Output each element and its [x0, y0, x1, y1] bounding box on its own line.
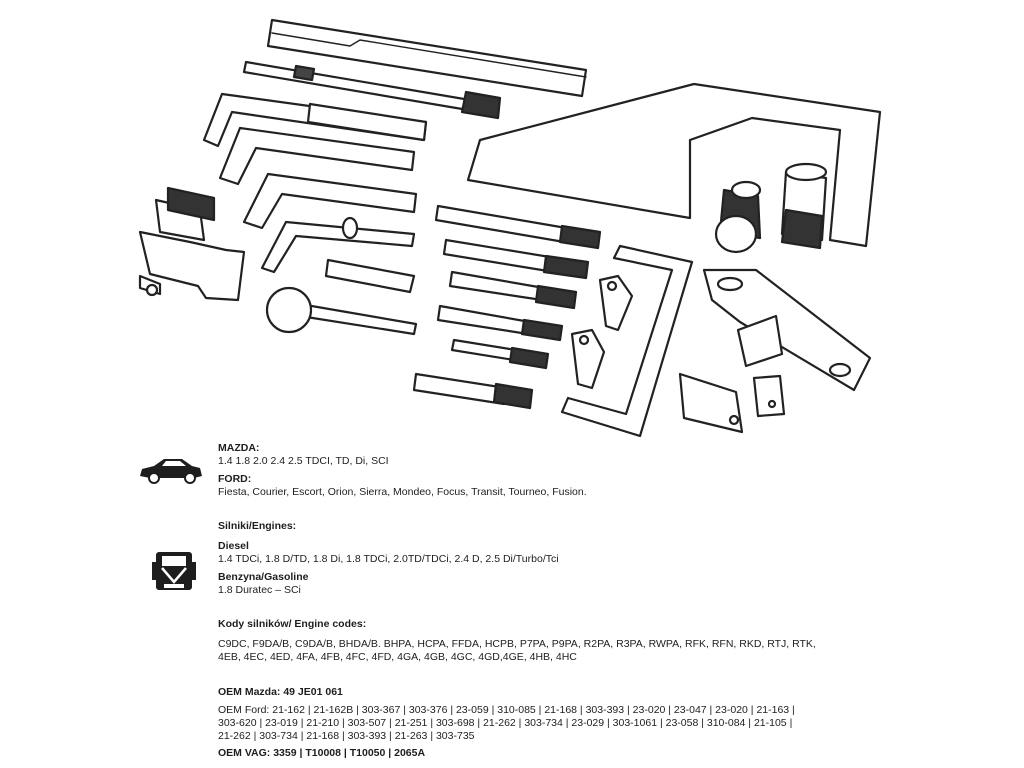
car-icon [136, 454, 206, 488]
hex-key-medium [220, 128, 414, 184]
gasoline-label: Benzyna/Gasoline [218, 571, 309, 583]
oem-vag: OEM VAG: 3359 | T10008 | T10050 | 2065A [218, 747, 426, 759]
hex-key-small [244, 174, 416, 228]
locking-pin-6 [414, 374, 532, 408]
oem-ford-line2: 303-620 | 23-019 | 21-210 | 303-507 | 21-251 | 303-698 | 21-262 | 303-734 | 23-029 | 303-1061 | 23-058 | 310-084 | 21-105 | [218, 717, 793, 729]
camshaft-lock-pin-b [782, 164, 826, 248]
locking-pin-2 [444, 240, 588, 278]
gasoline-list: 1.8 Duratec – SCi [218, 584, 301, 596]
locking-pin-3 [450, 272, 576, 308]
diesel-label: Diesel [218, 540, 249, 552]
oem-ford-line3: 21-262 | 303-734 | 21-168 | 303-393 | 21-263 | 303-735 [218, 730, 475, 742]
engine-codes-line2: 4EB, 4EC, 4ED, 4FA, 4FB, 4FC, 4FD, 4GA, 4GB, 4GC, 4GD,4GE, 4HB, 4HC [218, 651, 577, 663]
ford-label: FORD: [218, 473, 252, 485]
flywheel-holder-arm [704, 270, 870, 390]
cam-bracket-2 [572, 330, 604, 388]
setting-block-small [754, 376, 784, 416]
mazda-label: MAZDA: [218, 442, 260, 454]
locking-pin-4 [438, 306, 562, 340]
engine-codes-line1: C9DC, F9DA/B, C9DA/B, BHDA/B. BHPA, HCPA, FFDA, HCPB, P7PA, P9PA, R2PA, R3PA, RWPA, RFK, RFN, RKD, RTJ, RTK, [218, 638, 816, 650]
camshaft-lock-pin-a [716, 182, 760, 252]
mazda-models: 1.4 1.8 2.0 2.4 2.5 TDCI, TD, Di, SCI [218, 455, 389, 467]
diesel-list: 1.4 TDCi, 1.8 D/TD, 1.8 Di, 1.8 TDCi, 2.0TD/TDCi, 2.4 D, 2.5 Di/Turbo/Tci [218, 553, 559, 565]
engines-heading: Silniki/Engines: [218, 520, 297, 532]
oem-ford-line1: OEM Ford: 21-162 | 21-162B | 303-367 | 303-376 | 23-059 | 310-085 | 21-168 | 303-393 | 23-020 | 23-047 | 23-020 | 21-163 | [218, 704, 795, 716]
ball-handle-rod [267, 288, 416, 334]
engine-codes-heading: Kody silników/ Engine codes: [218, 618, 367, 630]
ford-models: Fiesta, Courier, Escort, Orion, Sierra, Mondeo, Focus, Transit, Tourneo, Fusion. [218, 486, 587, 498]
setting-block-large [680, 374, 742, 432]
cam-bracket-1 [600, 276, 632, 330]
engine-icon [148, 546, 200, 594]
spring-clip-tool [326, 260, 414, 292]
locking-pin-5 [452, 340, 548, 368]
oem-mazda: OEM Mazda: 49 JE01 061 [218, 686, 343, 698]
crankshaft-holder-tool [140, 188, 244, 300]
